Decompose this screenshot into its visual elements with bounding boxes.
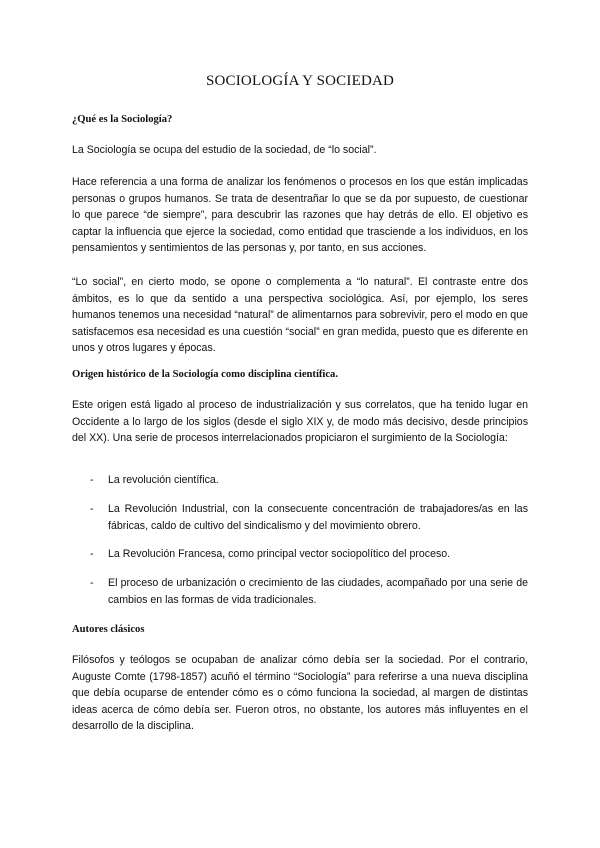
bullet-marker: - bbox=[90, 548, 94, 560]
paragraph: La Sociología se ocupa del estudio de la sociedad, de “lo social”. bbox=[72, 144, 377, 156]
list-item-text: El proceso de urbanización o crecimiento de las ciudades, acompañado por una serie de cambios en las formas de vida tradicionales. bbox=[108, 577, 528, 606]
bullet-marker: - bbox=[90, 577, 94, 589]
section-heading-que-es: ¿Qué es la Sociología? bbox=[72, 114, 173, 125]
paragraph: Filósofos y teólogos se ocupaban de analizar cómo debía ser la sociedad. Por el contrario, Auguste Comte (1798-1857) acuñó el término “Sociología” para referirse a una nueva disciplina que debía ocuparse de entender cómo es o cómo funciona la sociedad, al margen de distintas ideas acerca de cómo debía ser. Fueron otros, no obstante, los autores más influyentes en el desarrollo de la disciplina. bbox=[72, 654, 528, 733]
bullet-marker: - bbox=[90, 474, 94, 486]
list-item bbox=[90, 472, 528, 489]
paragraph: Este origen está ligado al proceso de industrialización y sus correlatos, que ha tenido lugar en Occidente a lo largo de los siglos (desde el siglo XIX y, de modo más decisivo, desde principios del XX). Una serie de procesos interrelacionados propiciaron el surgimiento de la Sociología: bbox=[72, 399, 528, 445]
list-item bbox=[90, 575, 528, 608]
list-item-text: La Revolución Industrial, con la consecuente concentración de trabajadores/as en las fábricas, caldo de cultivo del sindicalismo y del movimiento obrero. bbox=[108, 503, 528, 532]
list-item bbox=[90, 501, 528, 534]
list-item-text: La Revolución Francesa, como principal vector sociopolítico del proceso. bbox=[108, 548, 451, 560]
list-item-text: La revolución científica. bbox=[108, 474, 219, 486]
bullet-marker: - bbox=[90, 503, 94, 515]
section-heading-autores: Autores clásicos bbox=[72, 624, 145, 635]
section-heading-origen: Origen histórico de la Sociología como disciplina científica. bbox=[72, 369, 339, 380]
page-title: SOCIOLOGÍA Y SOCIEDAD bbox=[205, 73, 395, 89]
list-item bbox=[90, 546, 528, 563]
paragraph: Hace referencia a una forma de analizar los fenómenos o procesos en los que están implicadas personas o grupos humanos. Se trata de desentrañar lo que se da por supuesto, de cuestionar lo que parece “de siempre”, para descubrir las razones que hay detrás de ello. El objetivo es captar la influencia que ejerce la sociedad, como entidad que trasciende a los individuos, en los pensamientos y sentimientos de las personas y, por tanto, en sus acciones. bbox=[72, 176, 528, 255]
paragraph: “Lo social”, en cierto modo, se opone o complementa a “lo natural”. El contraste entre dos ámbitos, es lo que da sentido a una perspectiva sociológica. Así, por ejemplo, los seres humanos tenemos una necesidad “natural” de alimentarnos para sobrevivir, pero el modo en que satisfacemos esa necesidad es una cuestión “social” en gran medida, puesto que es diferente en unos y otros lugares y épocas. bbox=[72, 276, 528, 355]
